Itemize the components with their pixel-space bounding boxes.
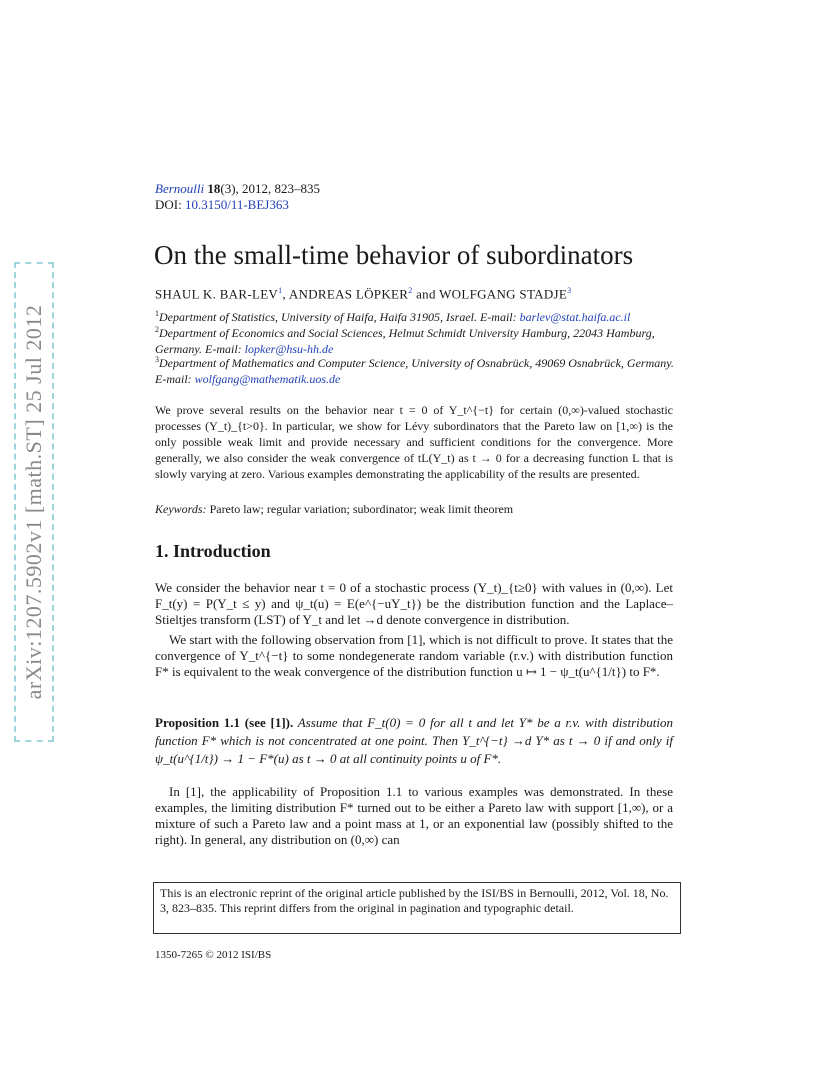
author-sep: and [412, 286, 440, 302]
doi-label: DOI: [155, 197, 182, 212]
author-3: WOLFGANG STADJE [439, 286, 568, 302]
author-2-ref[interactable]: 2 [408, 286, 413, 295]
intro-paragraph-1: We consider the behavior near t = 0 of a stochastic process (Y_t)_{t≥0} with values in (0,∞). Let F_t(y) = P(Y_t ≤ y) and ψ_t(u) = E(e^{−uY_t}) be the distribution function and the Laplace–Stieltjes transform (LST) of Y_t and let →d denote convergence in distribution. [155, 580, 673, 627]
affiliation-text: Department of Statistics, University of Haifa, Haifa 31905, Israel. E-mail: [159, 310, 520, 324]
affiliation-3 [155, 352, 680, 387]
abstract: We prove several results on the behavior near t = 0 of Y_t^{−t} for certain (0,∞)-valued stochastic processes (Y_t)_{t>0}. In particular, we show for Lévy subordinators that the Pareto law on [1,∞) is the only possible weak limit and provide necessary and sufficient conditions for the convergence. More generally, we also consider the weak convergence of tL(Y_t) as t → 0 for a decreasing function L that is slowly varying at zero. Various examples demonstrating the applicability of the results are presented. [155, 403, 673, 481]
affiliation-num: 3 [155, 355, 159, 364]
affiliation-num: 1 [155, 309, 159, 318]
author-3-ref[interactable]: 3 [567, 286, 572, 295]
proposition-body: Assume that F_t(0) = 0 for all t and let Y* be a r.v. with distribution function F* which is not concentrated at one point. Then Y_t^{−t} →d Y* as t → 0 if and only if ψ_t(u^{1/t}) → 1 − F*(u) as t → 0 at all continuity points u of F*. [155, 715, 673, 766]
author-1-ref[interactable]: 1 [278, 286, 283, 295]
affiliation-text: Department of Economics and Social Sciences, Helmut Schmidt University Hamburg, 22043 Hamburg, Germany. E-mail: [155, 326, 655, 356]
keywords-text: Pareto law; regular variation; subordinator; weak limit theorem [206, 502, 514, 516]
email-link[interactable]: barlev@stat.haifa.ac.il [519, 310, 631, 324]
journal-link[interactable]: Bernoulli [155, 181, 205, 196]
author-sep: , [282, 286, 289, 302]
intro-paragraph-3: In [1], the applicability of Proposition 1.1 to various examples was demonstrated. In these examples, the limiting distribution F* turned out to be either a Pareto law with support [1,∞), or a mixture of such a Pareto law and a point mass at 1, or an exponential law (possibly shifted to the right). In general, any distribution on (0,∞) can [155, 784, 673, 847]
author-2: ANDREAS LÖPKER [288, 286, 409, 302]
journal-info [155, 181, 320, 213]
journal-volume: 18 [207, 181, 221, 196]
email-link[interactable]: wolfgang@mathematik.uos.de [194, 372, 341, 386]
arxiv-id: arXiv:1207.5902v1 [math.ST] 25 Jul 2012 [21, 304, 46, 700]
keywords-label: Keywords: [155, 502, 207, 516]
journal-issue: (3), 2012, 823–835 [220, 181, 321, 196]
doi-link[interactable]: 10.3150/11-BEJ363 [184, 197, 289, 212]
proposition [155, 714, 673, 768]
section-heading: 1. Introduction [155, 541, 271, 561]
paper-title: On the small-time behavior of subordinators [154, 240, 634, 270]
email-link[interactable]: lopker@hsu-hh.de [244, 342, 334, 356]
author-1: SHAUL K. BAR-LEV [155, 286, 279, 302]
affiliation-text: Department of Mathematics and Computer Science, University of Osnabrück, 49069 Osnabrück, Germany. E-mail: [155, 356, 674, 386]
affiliation-num: 2 [155, 325, 159, 334]
author-list [155, 286, 571, 302]
reprint-notice: This is an electronic reprint of the original article published by the ISI/BS in Bernoulli, 2012, Vol. 18, No. 3, 823–835. This reprint differs from the original in pagination and typographic detail. [153, 882, 681, 934]
keywords [155, 502, 673, 517]
issn-copyright: 1350-7265 © 2012 ISI/BS [155, 949, 272, 961]
arxiv-stamp [14, 262, 54, 742]
proposition-heading: Proposition 1.1 (see [1]). [155, 715, 294, 730]
intro-paragraph-2: We start with the following observation from [1], which is not difficult to prove. It states that the convergence of Y_t^{−t} to some nondegenerate random variable (r.v.) with distribution function F* is equivalent to the weak convergence of the distribution function u ↦ 1 − ψ_t(u^{1/t}) to F*. [155, 632, 673, 679]
